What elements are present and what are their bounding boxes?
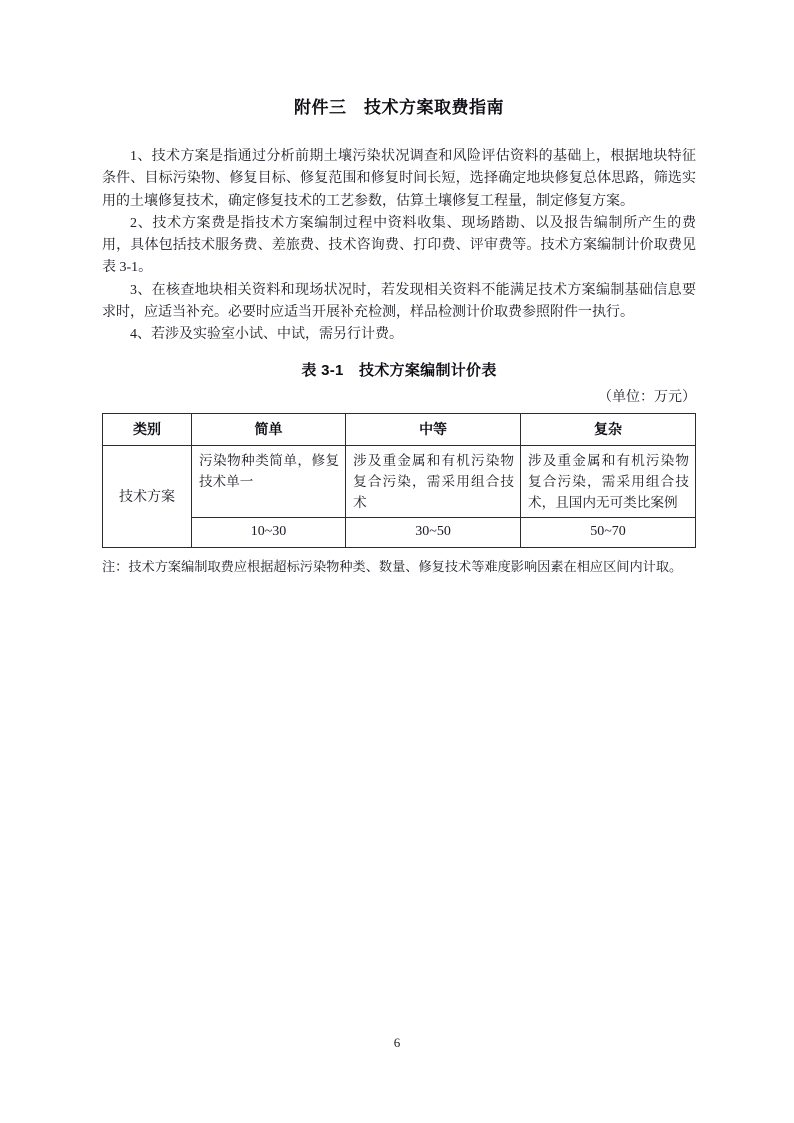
document-title: 附件三 技术方案取费指南 <box>294 98 504 117</box>
page-number: 6 <box>393 1035 401 1050</box>
body-paragraph-1: 1、技术方案是指通过分析前期土壤污染状况调查和风险评估资料的基础上，根据地块特征条件、目标污染物、修复目标、修复范围和修复时间长短，选择确定地块修复总体思路，筛选实用的土壤修复技术，确定修复技术的工艺参数，估算土壤修复工程量，制定修复方案。 <box>102 149 696 209</box>
column-header-category: 类别 <box>103 413 192 445</box>
column-header-complex: 复杂 <box>521 413 696 445</box>
description-cell-simple: 污染物种类简单，修复技术单一 <box>191 445 345 517</box>
body-paragraph-2: 2、技术方案费是指技术方案编制过程中资料收集、现场踏勘、以及报告编制所产生的费用，具体包括技术服务费、差旅费、技术咨询费、打印费、评审费等。技术方案编制计价取费见表 3-1。 <box>102 215 696 276</box>
body-paragraph-4: 4、若涉及实验室小试、中试，需另行计费。 <box>130 327 403 343</box>
description-cell-medium: 涉及重金属和有机污染物复合污染，需采用组合技术 <box>346 445 521 517</box>
table-footnote: 注：技术方案编制取费应根据超标污染物种类、数量、修复技术等难度影响因素在相应区间内计取。 <box>102 558 683 574</box>
body-paragraph-3: 3、在核查地块相关资料和现场状况时，若发现相关资料不能满足技术方案编制基础信息要求时，应适当补充。必要时应适当开展补充检测，样品检测计价取费参照附件一执行。 <box>102 282 696 321</box>
table-description-row <box>103 445 696 517</box>
range-cell-simple: 10~30 <box>191 517 345 547</box>
table-price-row <box>103 517 696 547</box>
unit-label: （单位：万元） <box>598 389 696 405</box>
range-cell-medium: 30~50 <box>346 517 521 547</box>
document-content <box>102 96 696 576</box>
description-cell-complex: 涉及重金属和有机污染物复合污染，需采用组合技术，且国内无可类比案例 <box>521 445 696 517</box>
row-label-cell: 技术方案 <box>103 445 192 547</box>
pricing-table <box>102 413 696 548</box>
range-cell-complex: 50~70 <box>521 517 696 547</box>
table-header-row <box>103 413 696 445</box>
column-header-simple: 简单 <box>191 413 345 445</box>
table-caption: 表 3-1 技术方案编制计价表 <box>301 361 497 379</box>
column-header-medium: 中等 <box>346 413 521 445</box>
